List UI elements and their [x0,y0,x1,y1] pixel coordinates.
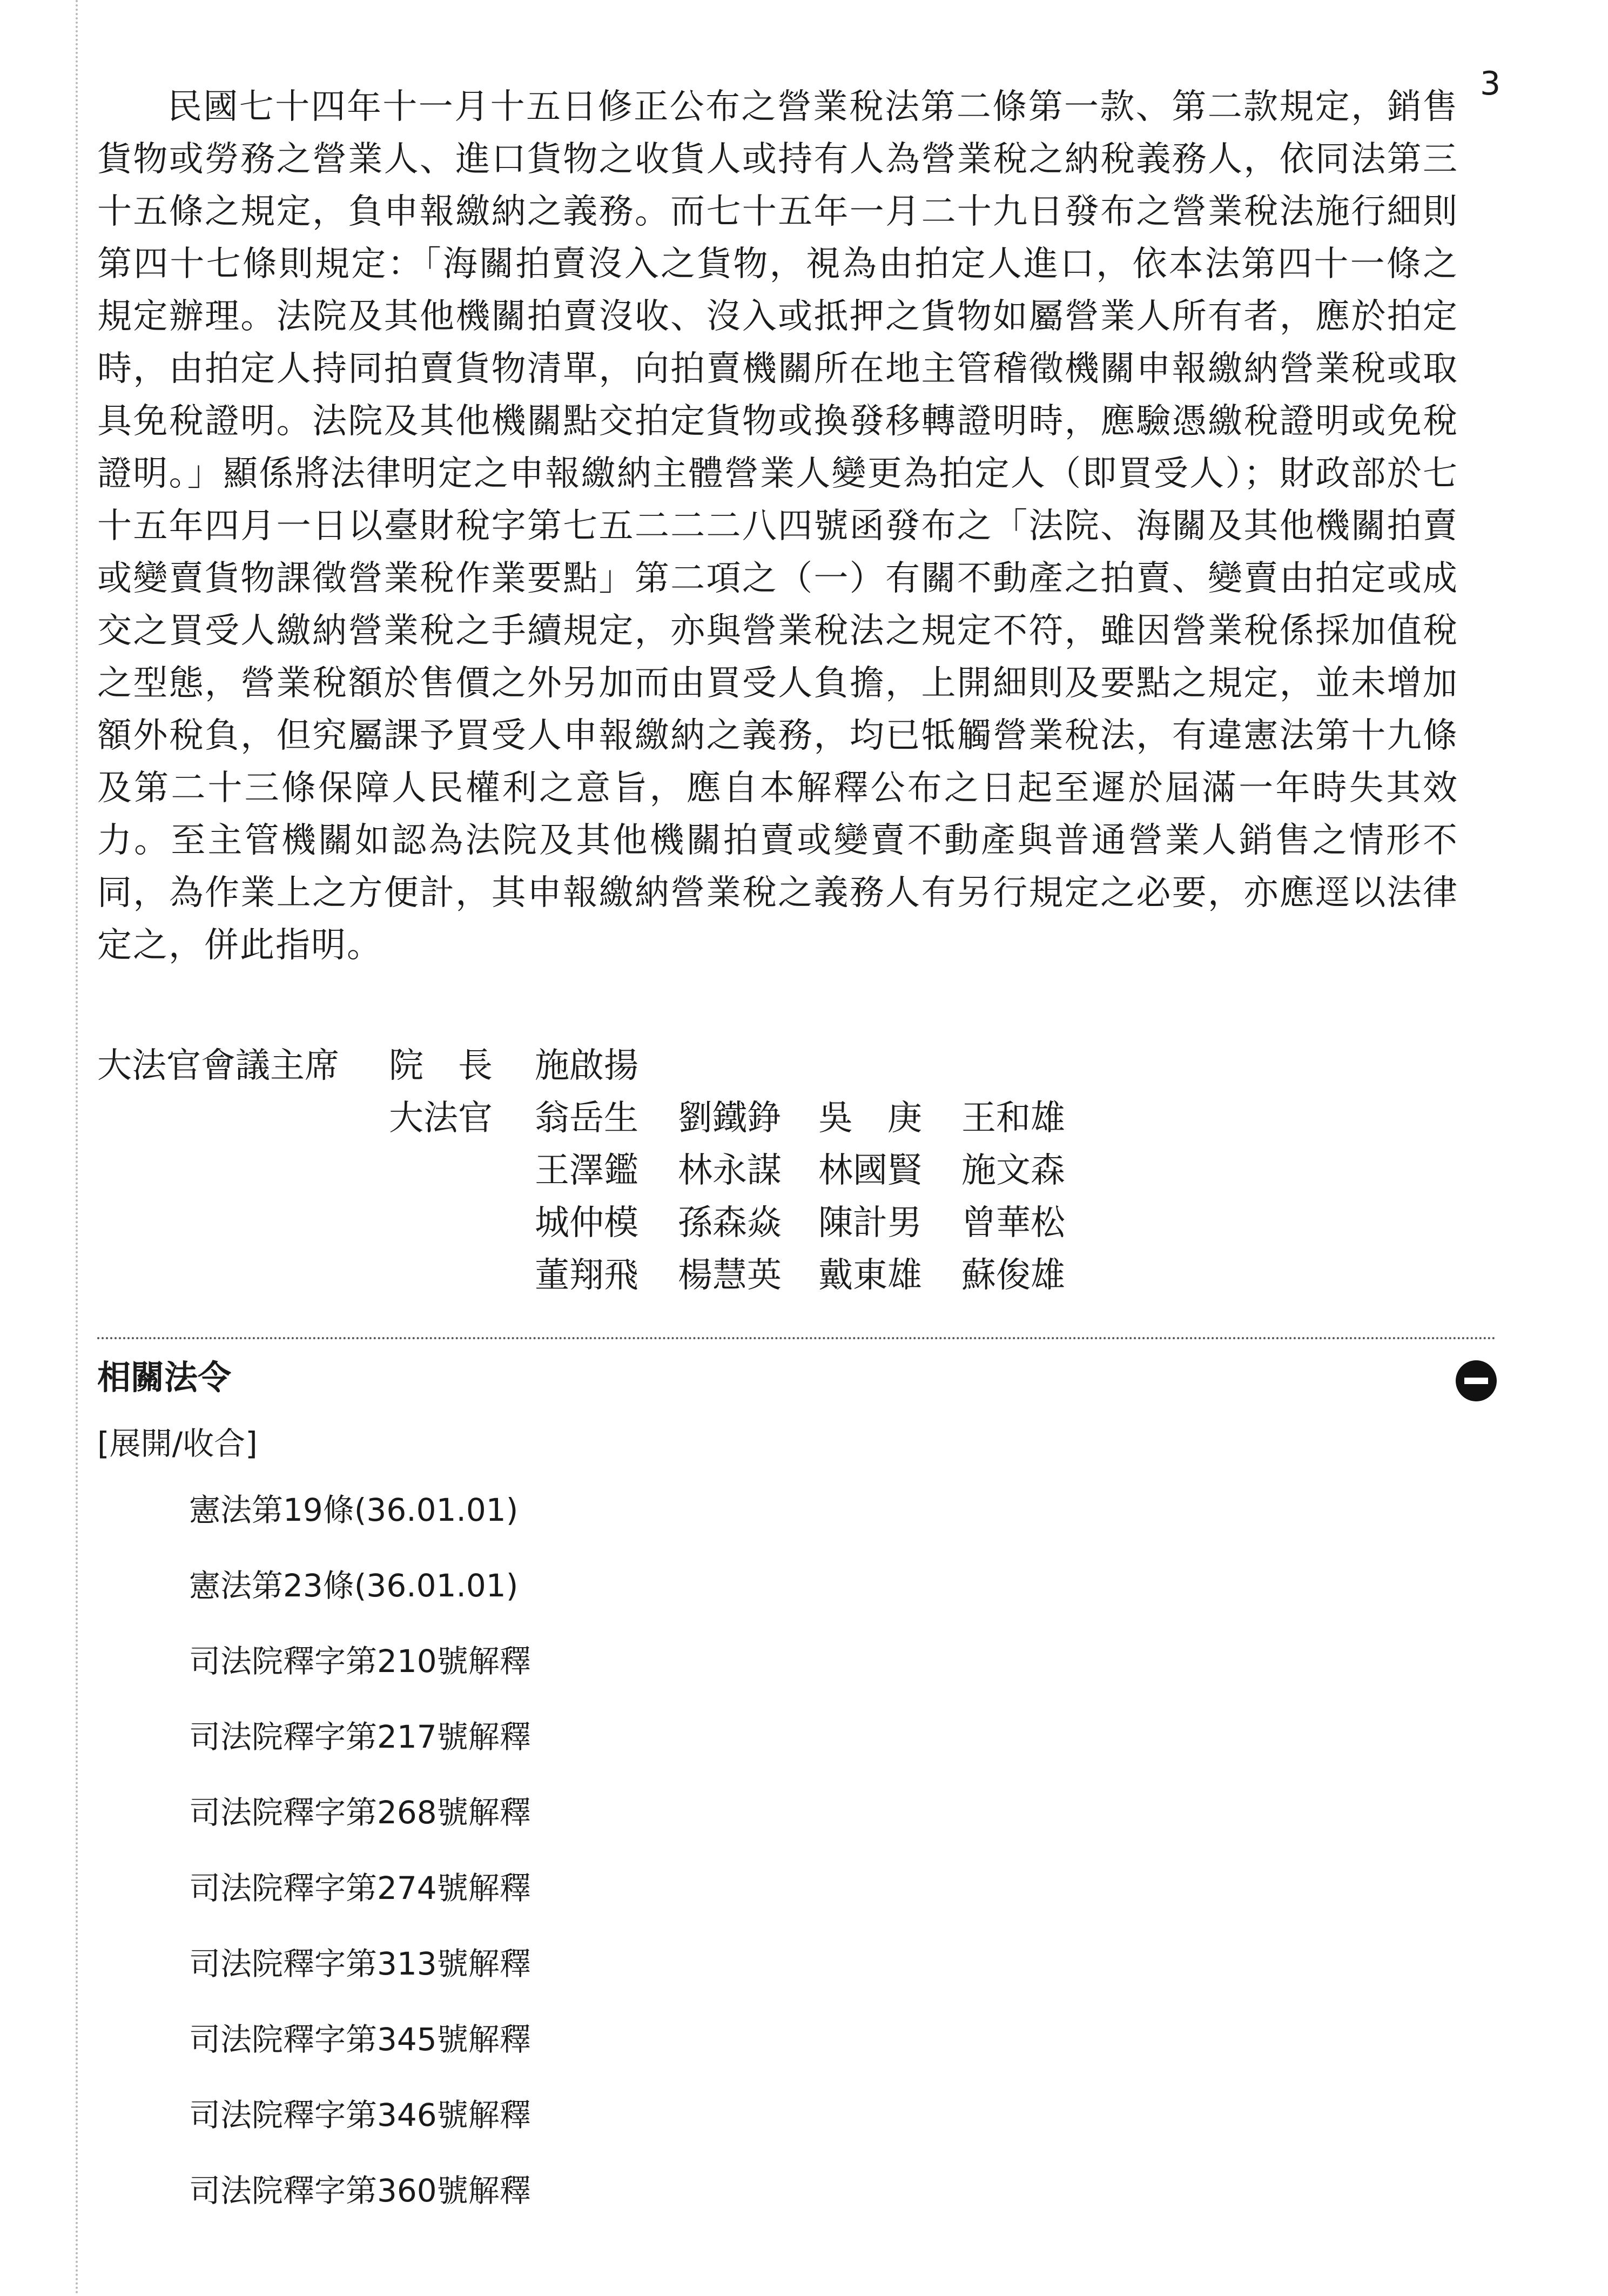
justice-name: 戴東雄 [818,1256,922,1295]
related-laws-title: 相關法令 [97,1358,232,1397]
justice-title: 大法官 [389,1098,493,1138]
justice-name: 孫森焱 [678,1203,782,1243]
related-law-link[interactable]: 司法院釋字第313號解釋 [189,1945,531,1982]
president-name: 施啟揚 [535,1046,638,1086]
related-law-link[interactable]: 憲法第23條(36.01.01) [189,1567,519,1604]
justice-name: 楊慧英 [678,1256,782,1295]
page-margin-line [76,0,78,2296]
related-law-link[interactable]: 司法院釋字第346號解釋 [189,2097,531,2133]
justice-name: 王澤鑑 [535,1151,638,1191]
justice-name: 王和雄 [961,1098,1065,1138]
justice-name: 劉鐵錚 [678,1098,782,1138]
justice-name: 蘇俊雄 [961,1256,1065,1295]
related-law-link[interactable]: 司法院釋字第210號解釋 [189,1643,531,1680]
related-law-link[interactable]: 司法院釋字第268號解釋 [189,1794,531,1831]
related-law-link[interactable]: 司法院釋字第217號解釋 [189,1718,531,1755]
president-title: 院 長 [389,1046,493,1086]
page-number: 3 [1480,65,1501,103]
section-divider [97,1337,1496,1339]
justice-name: 林國賢 [818,1151,922,1191]
justice-name: 董翔飛 [535,1256,638,1295]
justice-name: 吳 庚 [818,1098,922,1138]
justice-name: 陳計男 [818,1203,922,1243]
chair-title: 大法官會議主席 [97,1046,339,1086]
justice-name: 翁岳生 [535,1098,638,1138]
collapse-minus-icon[interactable] [1456,1360,1497,1401]
related-law-link[interactable]: 憲法第19條(36.01.01) [189,1492,519,1528]
related-law-link[interactable]: 司法院釋字第274號解釋 [189,1870,531,1906]
expand-collapse-toggle[interactable]: [展開/收合] [97,1425,258,1462]
justice-name: 施文森 [961,1151,1065,1191]
justice-name: 曾華松 [961,1203,1065,1243]
justice-name: 林永謀 [678,1151,782,1191]
related-law-link[interactable]: 司法院釋字第360號解釋 [189,2172,531,2209]
justice-name: 城仲模 [535,1203,638,1243]
related-laws-list [189,1488,531,2245]
interpretation-body-text: 民國七十四年十一月十五日修正公布之營業稅法第二條第一款、第二款規定，銷售貨物或勞務之營業人、進口貨物之收貨人或持有人為營業稅之納稅義務人，依同法第三十五條之規定，負申報繳納之義務。而七十五年一月二十九日發布之營業稅法施行細則第四十七條則規定：「海關拍賣沒入之貨物，視為由拍定人進口，依本法第四十一條之規定辦理。法院及其他機關拍賣沒收、沒入或抵押之貨物如屬營業人所有者，應於拍定時，由拍定人持同拍賣貨物清單，向拍賣機關所在地主管稽徵機關申報繳納營業稅或取具免稅證明。法院及其他機關點交拍定貨物或換發移轉證明時，應驗憑繳稅證明或免稅證明。」顯係將法律明定之申報繳納主體營業人變更為拍定人（即買受人）；財政部於七十五年四月一日以臺財稅字第七五二二二八四號函發布之「法院、海關及其他機關拍賣或變賣貨物課徵營業稅作業要點」第二項之（一）有關不動產之拍賣、變賣由拍定或成交之買受人繳納營業稅之手續規定，亦與營業稅法之規定不符，雖因營業稅係採加值稅之型態，營業稅額於售價之外另加而由買受人負擔，上開細則及要點之規定，並未增加額外稅負，但究屬課予買受人申報繳納之義務，均已牴觸營業稅法，有違憲法第十九條及第二十三條保障人民權利之意旨，應自本解釋公布之日起至遲於屆滿一年時失其效力。至主管機關如認為法院及其他機關拍賣或變賣不動產與普通營業人銷售之情形不同，為作業上之方便計，其申報繳納營業稅之義務人有另行規定之必要，亦應逕以法律定之，併此指明。 [97,87,1458,965]
related-law-link[interactable]: 司法院釋字第345號解釋 [189,2021,531,2058]
